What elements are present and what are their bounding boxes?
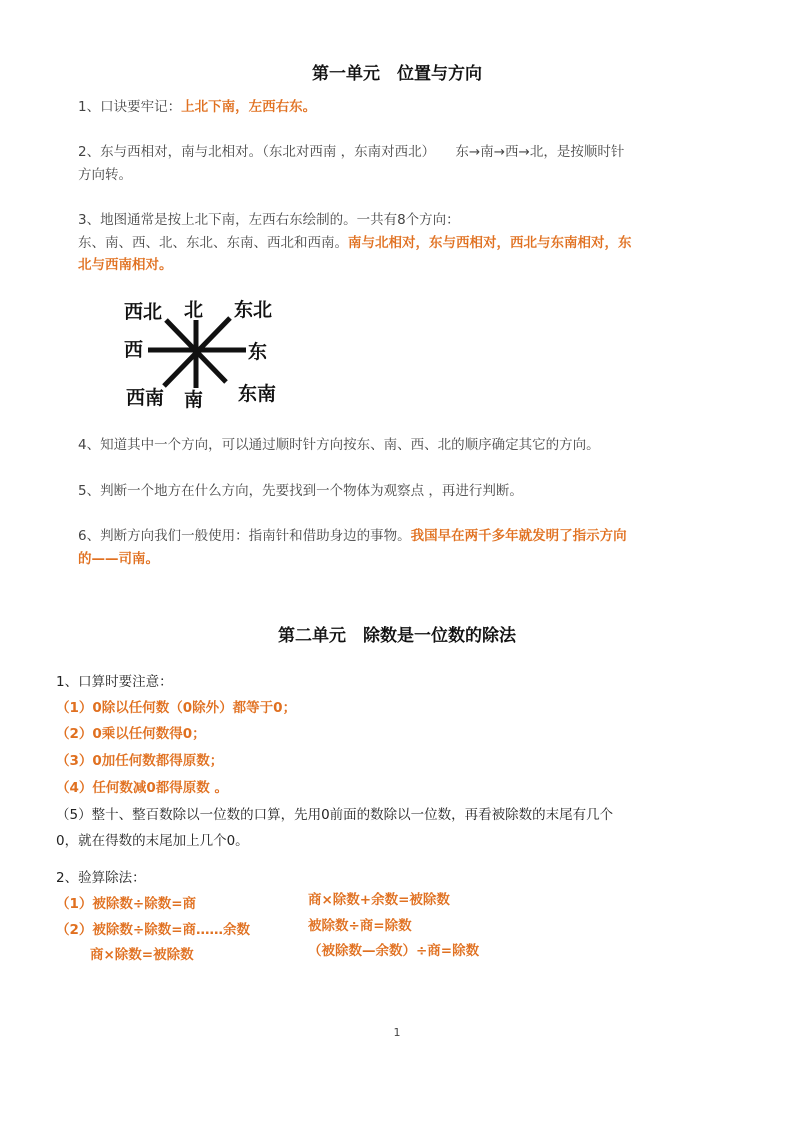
verify-left-3: 商×除数=被除数	[90, 947, 194, 963]
unit1-item6-line1	[78, 524, 627, 544]
item6-highlight: 我国早在两千多年就发明了指示方向	[410, 528, 627, 544]
compass-label-southwest: 西南	[126, 387, 165, 409]
rule-2: （2）0乘以任何数得0；	[56, 726, 206, 742]
verify-right-1: 商×除数+余数=被除数	[308, 892, 450, 908]
unit1-title: 第一单元 位置与方向	[312, 64, 482, 84]
compass-label-east: 东	[248, 341, 268, 363]
item6-text: 6、判断方向我们一般使用：指南针和借助身边的事物。	[78, 528, 411, 544]
compass-label-west: 西	[124, 339, 144, 361]
item3-directions: 东、南、西、北、东北、东南、西北和西南。	[78, 235, 348, 251]
unit1-item4: 4、知道其中一个方向，可以通过顺时针方向按东、南、西、北的顺序确定其它的方向。	[78, 437, 600, 453]
verify-right-2: 被除数÷商=除数	[308, 918, 412, 934]
compass-label-northwest: 西北	[124, 301, 163, 323]
compass-label-southeast: 东南	[238, 383, 277, 405]
page-number: 1	[393, 1026, 401, 1039]
compass-label-northeast: 东北	[234, 299, 273, 321]
compass-label-north: 北	[184, 299, 204, 321]
unit1-item2-line1: 2、东与西相对，南与北相对。（东北对西南 ，东南对西北） 东→南→西→北，是按顺时针	[78, 144, 625, 160]
unit1-item2-line2: 方向转。	[78, 167, 132, 183]
unit1-item3-line3: 北与西南相对。	[78, 257, 173, 273]
rule-5-line2: 0，就在得数的末尾加上几个0。	[56, 833, 249, 849]
verify-left-1: （1）被除数÷除数=商	[56, 896, 197, 912]
unit1-item3-line2	[78, 231, 632, 251]
unit1-item3-line1: 3、地图通常是按上北下南，左西右东绘制的。一共有8个方向：	[78, 212, 460, 228]
rule-5-line1: （5）整十、整百数除以一位数的口算，先用0前面的数除以一位数，再看被除数的末尾有几个	[56, 807, 614, 823]
unit2-section1-heading: 1、口算时要注意：	[56, 674, 173, 690]
unit1-item1	[78, 95, 316, 115]
item3-highlight: 南与北相对，东与西相对，西北与东南相对，东	[348, 235, 632, 251]
verify-right-3: （被除数—余数）÷商=除数	[308, 943, 480, 959]
unit1-item6-line2: 的——司南。	[78, 551, 159, 567]
item1-text: 1、口诀要牢记：	[78, 99, 182, 115]
unit2-section2-heading: 2、验算除法：	[56, 870, 146, 886]
unit1-item5: 5、判断一个地方在什么方向，先要找到一个物体为观察点 ，再进行判断。	[78, 483, 523, 499]
unit2-title: 第二单元 除数是一位数的除法	[278, 626, 516, 646]
verify-left-2: （2）被除数÷除数=商……余数	[56, 922, 251, 938]
rule-1: （1）0除以任何数（0除外）都等于0；	[56, 700, 297, 716]
rule-3: （3）0加任何数都得原数；	[56, 753, 224, 769]
compass-label-south: 南	[184, 389, 204, 411]
compass-diagram	[118, 292, 290, 414]
rule-4: （4）任何数减0都得原数 。	[56, 780, 228, 796]
item1-highlight: 上北下南，左西右东。	[181, 99, 317, 115]
